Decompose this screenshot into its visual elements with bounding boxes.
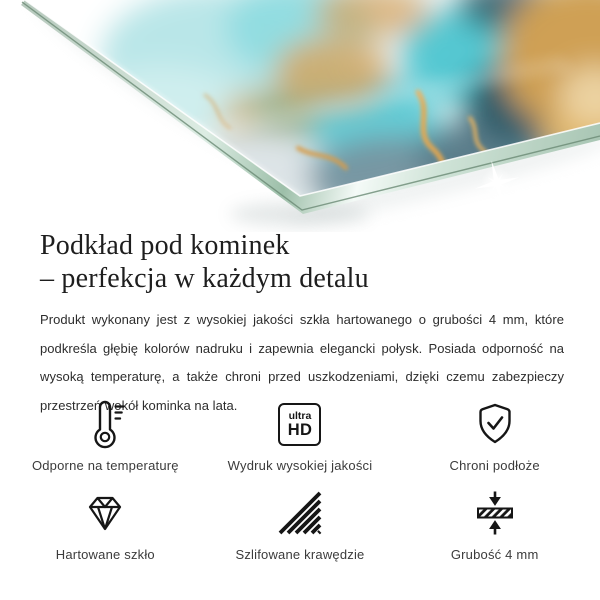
ultra-hd-badge-top: ultra	[288, 409, 312, 422]
feature-temperature-resistant	[8, 398, 203, 474]
page-title	[40, 229, 580, 295]
shield-check-icon	[471, 398, 519, 450]
feature-label: Odporne na temperaturę	[31, 458, 179, 473]
ultra-hd-icon	[278, 398, 321, 450]
diamond-icon	[81, 487, 129, 539]
polished-edges-icon	[278, 487, 322, 539]
feature-protects-floor	[397, 398, 592, 474]
feature-print-quality	[203, 398, 398, 474]
feature-label: Szlifowane krawędzie	[235, 547, 365, 562]
hero-product-image	[0, 0, 600, 232]
feature-tempered-glass	[8, 487, 203, 563]
thermometer-icon	[81, 398, 129, 450]
thickness-icon	[471, 487, 519, 539]
page-title-line1: Podkład pod kominek	[40, 230, 290, 261]
feature-thickness	[397, 487, 592, 563]
ultra-hd-badge-bottom: HD	[287, 420, 313, 439]
feature-label: Chroni podłoże	[449, 458, 540, 473]
glass-panel-illustration	[0, 0, 600, 232]
feature-label: Hartowane szkło	[55, 547, 155, 562]
product-description: Produkt wykonany jest z wysokiej jakości szkła hartowanego o grubości 4 mm, które podkreśla głębię kolorów nadruku i zapewnia elegancki połysk. Posiada odporność na wysoką temperaturę, a także chroni przed uszkodzeniami, dzięki czemu zabezpieczy przestrzeń wokół kominka na lata.	[40, 312, 564, 413]
feature-label: Grubość 4 mm	[450, 547, 539, 562]
feature-polished-edges	[203, 487, 398, 563]
page-title-line2: – perfekcja w każdym detalu	[40, 263, 369, 294]
features-grid	[8, 398, 592, 563]
feature-label: Wydruk wysokiej jakości	[227, 458, 373, 473]
